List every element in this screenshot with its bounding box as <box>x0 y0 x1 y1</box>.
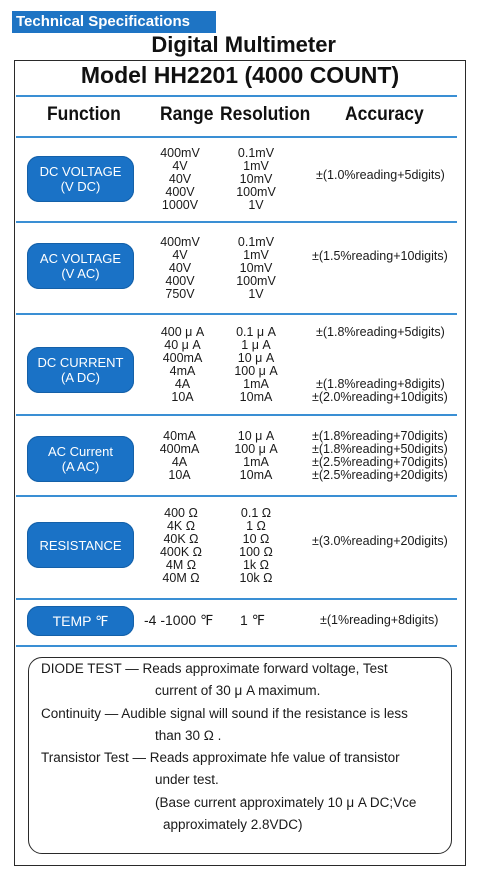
range-value: 400mA <box>159 442 200 456</box>
resolution-value: 100mV <box>236 185 276 199</box>
range-value: 4M Ω <box>165 558 197 572</box>
range-value: 400 μ A <box>160 325 205 339</box>
header-function: Function <box>47 104 121 125</box>
resolution-list <box>226 430 286 482</box>
function-label: TEMP ℉ <box>52 612 109 629</box>
function-label: DC CURRENT <box>37 355 124 370</box>
range-value: 400 Ω <box>164 506 198 520</box>
accuracy-value: ±(1.8%reading+70digits) <box>312 429 448 443</box>
function-sublabel: (A AC) <box>61 459 100 474</box>
range-value: 4mA <box>169 364 196 378</box>
accuracy-value: ±(3.0%reading+20digits) <box>312 534 448 548</box>
resolution-value: 10mA <box>239 390 273 404</box>
note-transistor: Transistor Test — Reads approximate hfe value of transistor <box>41 750 400 765</box>
accuracy-value: ±(1.5%reading+10digits) <box>312 249 448 263</box>
divider <box>16 414 457 416</box>
resolution-value: 1mA <box>243 377 269 391</box>
divider <box>16 136 457 138</box>
range-value: 1000V <box>161 198 199 212</box>
range-value: 400V <box>165 185 195 199</box>
accuracy-value: ±(1%reading+8digits) <box>320 613 439 627</box>
accuracy-value: ±(2.5%reading+20digits) <box>312 468 448 482</box>
accuracy-value: ±(1.0%reading+5digits) <box>316 168 445 182</box>
accuracy-value: ±(2.5%reading+70digits) <box>312 455 448 469</box>
function-temp <box>27 606 134 636</box>
model-title: Model HH2201 (4000 COUNT) <box>80 62 400 88</box>
resolution-value: 0.1mV <box>237 146 275 160</box>
range-value: 40mA <box>163 429 196 443</box>
note-continuity-cont: than 30 Ω . <box>155 728 222 743</box>
range-value: 400mA <box>162 351 203 365</box>
range-value: -4 -1000 ℉ <box>144 612 214 628</box>
accuracy-value: ±(1.8%reading+5digits) <box>316 325 445 339</box>
range-value: 4V <box>172 159 188 173</box>
divider <box>16 95 457 97</box>
divider <box>16 495 457 497</box>
range-value: 40V <box>168 261 192 275</box>
resolution-value: 1 Ω <box>246 519 266 533</box>
divider <box>16 598 457 600</box>
accuracy-value: ±(1.8%reading+8digits) <box>316 377 445 391</box>
function-label: DC VOLTAGE <box>39 164 122 179</box>
function-label: RESISTANCE <box>39 537 122 553</box>
resolution-value: 1 ℉ <box>240 612 265 628</box>
note-diode-cont: current of 30 μ A maximum. <box>155 683 321 698</box>
resolution-value: 1k Ω <box>242 558 270 572</box>
header-resolution: Resolution <box>220 104 311 125</box>
range-value: 4V <box>172 248 188 262</box>
function-dc-voltage <box>27 156 134 202</box>
resolution-value: 1 μ A <box>241 338 271 352</box>
resolution-value: 10mA <box>239 468 273 482</box>
function-sublabel: (V DC) <box>60 179 101 194</box>
accuracy-value: ±(1.8%reading+50digits) <box>312 442 448 456</box>
function-dc-current <box>27 347 134 393</box>
divider <box>16 645 457 647</box>
function-ac-voltage <box>27 243 134 289</box>
range-list <box>155 147 205 212</box>
resolution-value: 1V <box>248 198 264 212</box>
header-range: Range <box>160 104 214 125</box>
resolution-value: 10 μ A <box>237 429 275 443</box>
range-value: 750V <box>165 287 195 301</box>
range-list <box>155 236 205 301</box>
resolution-list <box>226 236 286 301</box>
page-title: Digital Multimeter <box>151 32 336 57</box>
range-value: 40K Ω <box>163 532 199 546</box>
range-value: 4A <box>171 455 188 469</box>
divider <box>16 313 457 315</box>
header-accuracy: Accuracy <box>345 104 424 125</box>
resolution-list <box>226 147 286 212</box>
range-value: 40 μ A <box>164 338 201 352</box>
function-sublabel: (A DC) <box>61 370 100 385</box>
note-transistor-base: (Base current approximately 10 μ A DC;Vce <box>155 795 417 810</box>
accuracy-list <box>312 430 448 482</box>
range-value: 40M Ω <box>162 571 200 585</box>
range-value: 4K Ω <box>166 519 196 533</box>
note-diode: DIODE TEST — Reads approximate forward voltage, Test <box>41 661 388 676</box>
range-list <box>152 507 210 585</box>
function-resistance <box>27 522 134 568</box>
resolution-value: 0.1mV <box>237 235 275 249</box>
note-transistor-vce: approximately 2.8VDC) <box>163 817 303 832</box>
resolution-list <box>226 326 286 404</box>
resolution-value: 100 Ω <box>239 545 273 559</box>
resolution-value: 100mV <box>236 274 276 288</box>
resolution-value: 10mV <box>239 261 273 275</box>
range-value: 400mV <box>160 146 200 160</box>
resolution-value: 100 μ A <box>234 364 278 378</box>
function-label: AC Current <box>47 444 114 459</box>
note-continuity: Continuity — Audible signal will sound if the resistance is less <box>41 706 408 721</box>
range-value: 40V <box>168 172 192 186</box>
accuracy-value: ±(2.0%reading+10digits) <box>312 390 448 404</box>
range-value: 400K Ω <box>159 545 202 559</box>
resolution-value: 10 μ A <box>237 351 275 365</box>
note-transistor-cont: under test. <box>155 772 219 787</box>
range-value: 400mV <box>160 235 200 249</box>
range-list <box>155 326 210 404</box>
divider <box>16 221 457 223</box>
resolution-value: 100 μ A <box>234 442 278 456</box>
range-value: 10A <box>171 390 194 404</box>
resolution-value: 1V <box>248 287 264 301</box>
range-value: 10A <box>168 468 191 482</box>
spec-banner: Technical Specifications <box>12 11 216 33</box>
function-label: AC VOLTAGE <box>39 251 122 266</box>
resolution-value: 10k Ω <box>239 571 273 585</box>
resolution-value: 10 Ω <box>242 532 270 546</box>
range-value: 400V <box>165 274 195 288</box>
resolution-value: 0.1 Ω <box>240 506 272 520</box>
resolution-value: 1mV <box>243 248 269 262</box>
resolution-value: 0.1 μ A <box>236 325 276 339</box>
resolution-value: 1mV <box>243 159 269 173</box>
resolution-list <box>226 507 286 585</box>
range-list <box>152 430 207 482</box>
function-ac-current <box>27 436 134 482</box>
resolution-value: 10mV <box>239 172 273 186</box>
range-value: 4A <box>174 377 191 391</box>
function-sublabel: (V AC) <box>61 266 100 281</box>
resolution-value: 1mA <box>243 455 269 469</box>
